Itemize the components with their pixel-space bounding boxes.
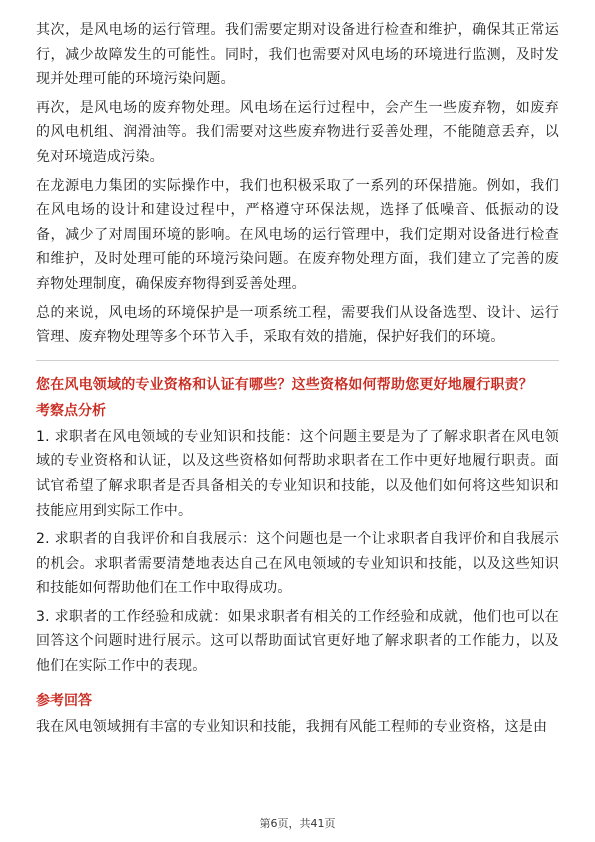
focus-point-2: 2. 求职者的自我评价和自我展示：这个问题也是一个让求职者自我评价和自我展示的机会。求职者需要清楚地表达自己在风电领域的专业知识和技能，以及这些知识和技能如何帮助他们在工作中取得成功。 — [36, 531, 559, 597]
section-divider — [36, 360, 559, 361]
page-number-footer: 第6页，共41页 — [259, 817, 336, 830]
focus-heading: 考察点分析 — [36, 402, 106, 419]
paragraph-company-practice: 在龙源电力集团的实际操作中，我们也积极采取了一系列的环保措施。例如，我们在风电场的设计和建设过程中，严格遵守环保法规，选择了低噪音、低振动的设备，减少了对周围环境的影响。在风电场的运行管理中，我们定期对设备进行检查和维护，及时处理可能的环境污染问题。在废弃物处理方面，我们建立了完善的废弃物处理制度，确保废弃物得到妥善处理。 — [36, 177, 559, 292]
paragraph-operation-management: 其次，是风电场的运行管理。我们需要定期对设备进行检查和维护，确保其正常运行，减少故障发生的可能性。同时，我们也需要对风电场的环境进行监测，及时发现并处理可能的环境污染问题。 — [36, 22, 559, 88]
focus-point-3: 3. 求职者的工作经验和成就：如果求职者有相关的工作经验和成就，他们也可以在回答这个问题时进行展示。这可以帮助面试官更好地了解求职者的工作能力，以及他们在实际工作中的表现。 — [36, 608, 559, 675]
answer-heading: 参考回答 — [36, 692, 92, 709]
interview-question: 您在风电领域的专业资格和认证有哪些？这些资格如何帮助您更好地履行职责？ — [36, 376, 533, 393]
answer-text: 我在风电领域拥有丰富的专业知识和技能，我拥有风能工程师的专业资格，这是由 — [36, 718, 548, 735]
focus-point-1: 1. 求职者在风电领域的专业知识和技能：这个问题主要是为了了解求职者在风电领域的专业资格和认证，以及这些资格如何帮助求职者在工作中更好地履行职责。面试官希望了解求职者是否具备相关的专业知识和技能，以及他们如何将这些知识和技能应用到实际工作中。 — [36, 428, 559, 519]
paragraph-waste-treatment: 再次，是风电场的废弃物处理。风电场在运行过程中，会产生一些废弃物，如废弃的风电机组、润滑油等。我们需要对这些废弃物进行妥善处理，不能随意丢弃，以免对环境造成污染。 — [36, 99, 559, 165]
page-content — [36, 18, 559, 743]
paragraph-summary: 总的来说，风电场的环境保护是一项系统工程，需要我们从设备选型、设计、运行管理、废弃物处理等多个环节入手，采取有效的措施，保护好我们的环境。 — [36, 304, 559, 346]
